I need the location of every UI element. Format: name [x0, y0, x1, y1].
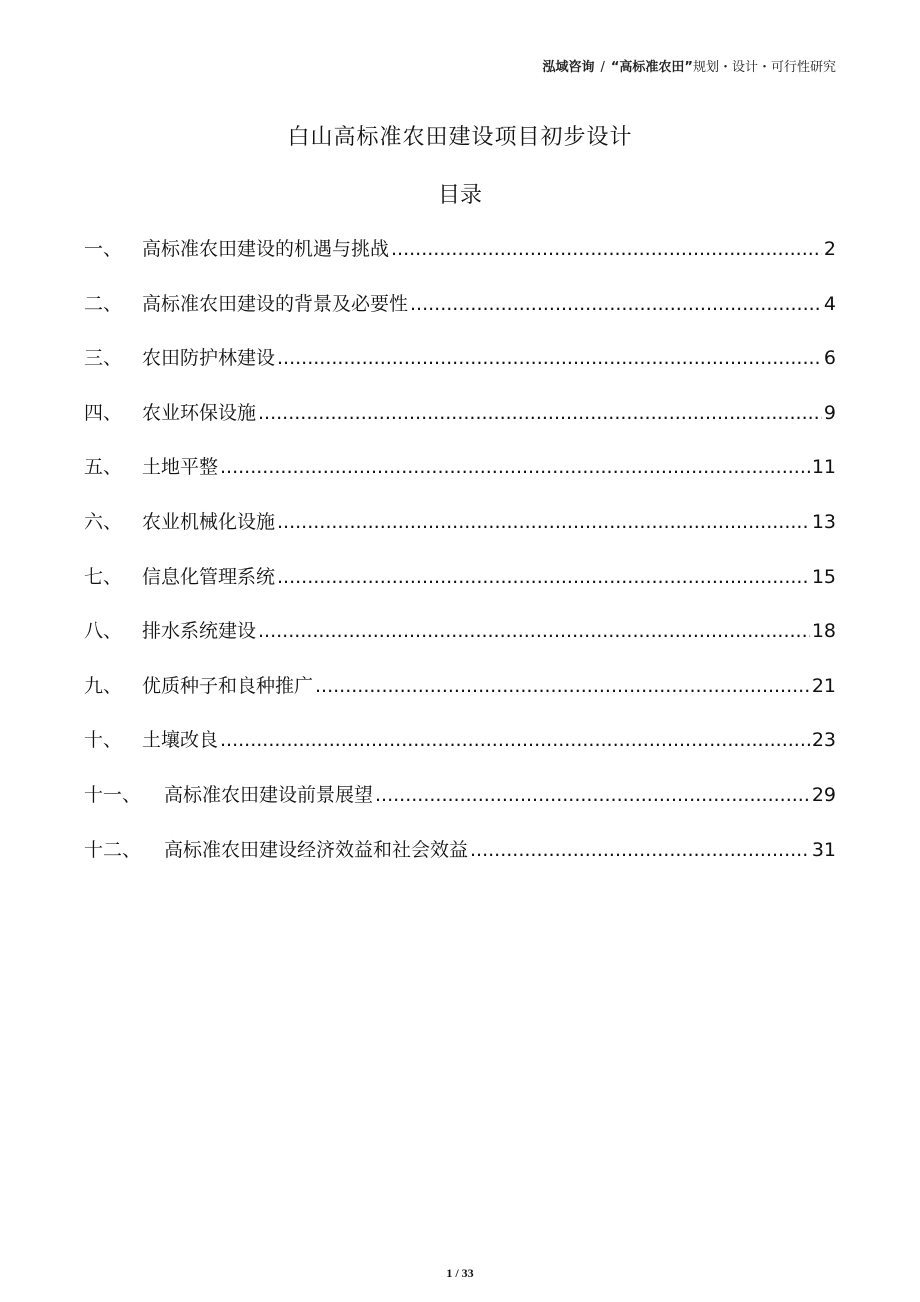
toc-entry-page: 9 [823, 401, 836, 424]
toc-entry[interactable] [84, 780, 836, 835]
toc-dot-leader [277, 511, 810, 533]
toc-entry-number: 十、 [84, 729, 123, 752]
toc-entry-title: 土地平整 [142, 456, 219, 479]
toc-entry-number: 四、 [84, 401, 123, 424]
toc-entry-title: 高标准农田建设的机遇与挑战 [142, 238, 390, 260]
toc-entry-number: 三、 [84, 347, 123, 370]
toc-dot-leader [391, 238, 822, 260]
toc-entry-page: 2 [823, 238, 836, 260]
toc-heading: 目录 [437, 183, 482, 208]
toc-entry[interactable] [84, 507, 836, 562]
toc-dot-leader [470, 839, 810, 861]
toc-entry-page: 23 [811, 729, 836, 752]
toc-entry-title: 农业环保设施 [142, 401, 257, 424]
toc-entry[interactable] [84, 343, 836, 398]
document-title: 白山高标准农田建设项目初步设计 [287, 125, 633, 150]
toc-entry-title: 信息化管理系统 [142, 565, 276, 588]
toc-entry-number: 二、 [84, 292, 123, 315]
toc-entry-number: 七、 [84, 565, 123, 588]
header-separator: / [600, 60, 605, 75]
toc-dot-leader [220, 729, 810, 751]
toc-entry[interactable] [84, 398, 836, 453]
page-number-footer: 1 / 33 [446, 1266, 474, 1280]
toc-entry-number: 九、 [84, 674, 123, 697]
toc-entry-number: 五、 [84, 456, 123, 479]
toc-entry-title: 排水系统建设 [142, 620, 257, 643]
toc-entry-title: 高标准农田建设前景展望 [164, 783, 374, 806]
toc-dot-leader [258, 620, 810, 642]
toc-entry-page: 21 [811, 674, 836, 697]
toc-entry-number: 六、 [84, 510, 123, 533]
toc-entry-title: 农田防护林建设 [142, 347, 276, 370]
toc-entry[interactable] [84, 835, 836, 890]
toc-entry-number: 一、 [84, 238, 123, 260]
toc-entry-number: 十二、 [84, 838, 142, 861]
toc-entry[interactable] [84, 725, 836, 780]
toc-entry-title: 高标准农田建设经济效益和社会效益 [164, 838, 469, 861]
toc-dot-leader [277, 566, 810, 588]
toc-dot-leader [258, 402, 822, 424]
toc-entry-page: 15 [811, 565, 836, 588]
toc-entry-title: 高标准农田建设的背景及必要性 [142, 292, 409, 315]
toc-entry-page: 29 [811, 783, 836, 806]
toc-entry-number: 十一、 [84, 783, 142, 806]
toc-entry-title: 土壤改良 [142, 729, 219, 752]
toc-entry[interactable] [84, 234, 836, 289]
toc-entry-title: 农业机械化设施 [142, 510, 276, 533]
toc-entry[interactable] [84, 289, 836, 344]
toc-entry[interactable] [84, 616, 836, 671]
toc-entry-page: 18 [811, 620, 836, 643]
page-header [542, 56, 836, 75]
table-of-contents [84, 234, 836, 889]
header-brand: 泓域咨询 [542, 60, 595, 75]
toc-entry[interactable] [84, 452, 836, 507]
toc-entry[interactable] [84, 671, 836, 726]
toc-entry-page: 11 [811, 456, 836, 479]
toc-entry[interactable] [84, 562, 836, 617]
toc-entry-title: 优质种子和良种推广 [142, 674, 314, 697]
toc-entry-page: 6 [823, 347, 836, 370]
header-suffix: 规划・设计・可行性研究 [692, 60, 836, 75]
toc-entry-page: 4 [823, 292, 836, 315]
toc-entry-number: 八、 [84, 620, 123, 643]
header-quoted-topic: “高标准农田” [610, 60, 693, 75]
toc-dot-leader [410, 293, 822, 315]
toc-dot-leader [220, 456, 810, 478]
toc-dot-leader [375, 784, 810, 806]
toc-dot-leader [277, 347, 822, 369]
toc-entry-page: 31 [811, 838, 836, 861]
toc-entry-page: 13 [811, 510, 836, 533]
toc-dot-leader [315, 675, 810, 697]
